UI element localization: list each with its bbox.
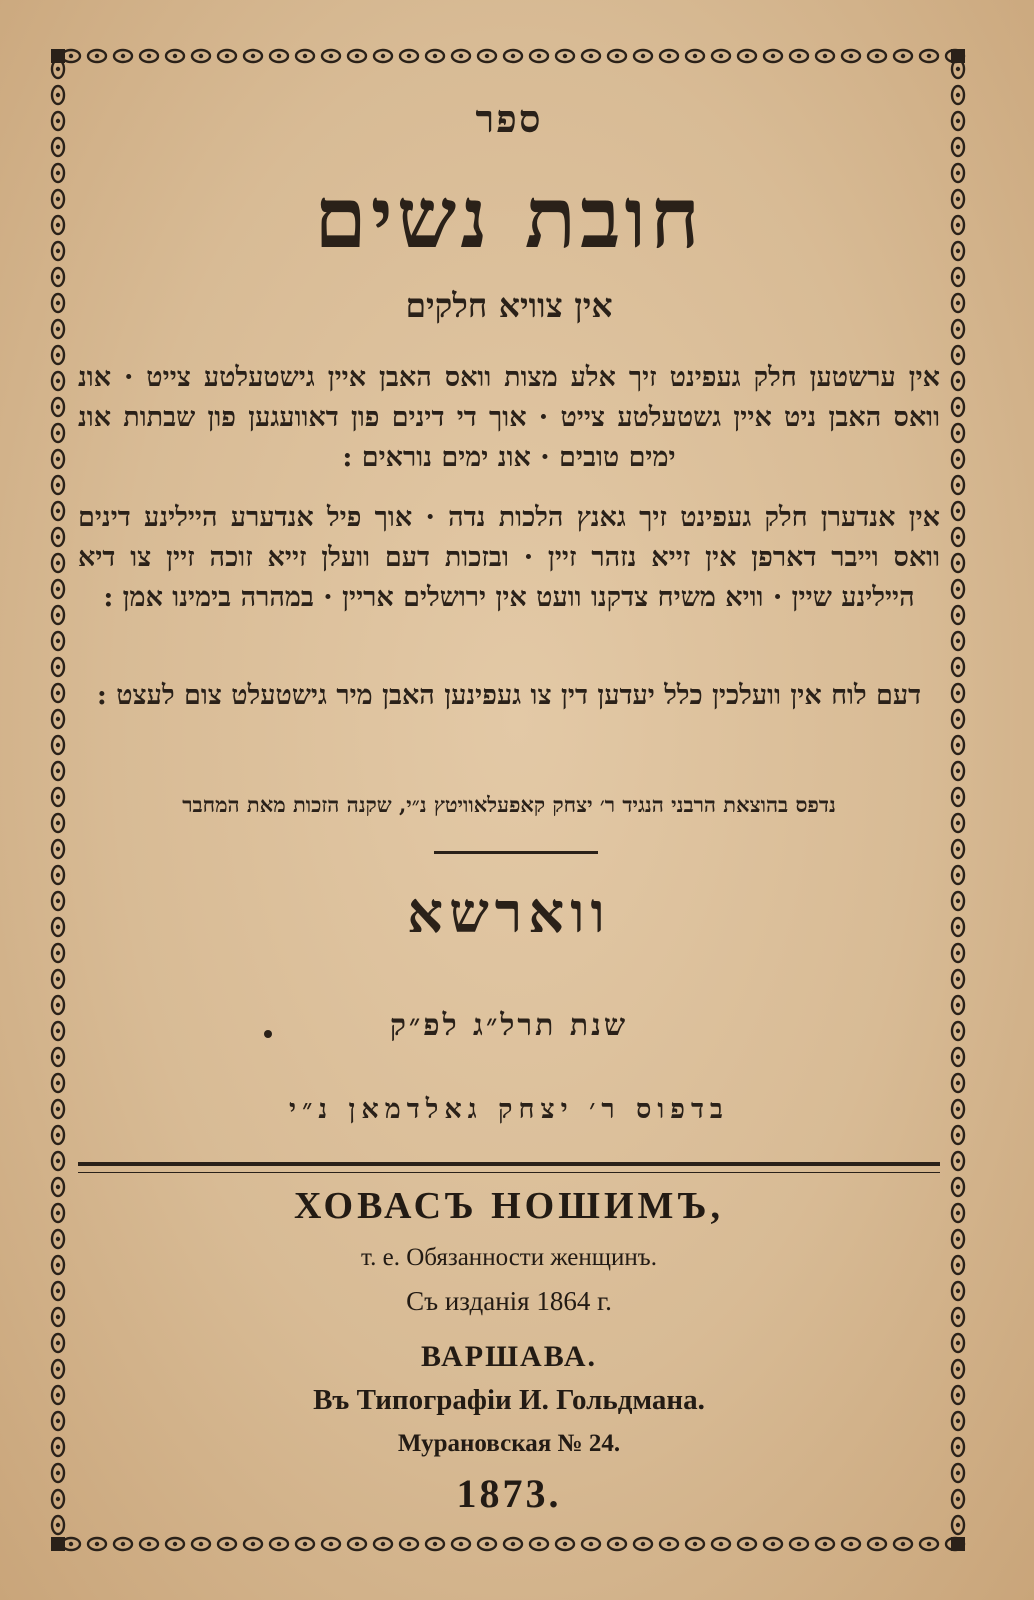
russian-city: ВАРШАВА. — [420, 1340, 597, 1373]
description-part-one: אין ערשטען חלק געפינט זיך אלע מצות וואס האבן איין גישטעלטע צייט · אונ וואס האבן ניט איין גשטעלטע צייט · אוך די דינים פון דאוועגען פון שבתות אונ ימים טובים · אונ ימים נוראים : — [78, 362, 940, 473]
description-part-two: אין אנדערן חלק געפינט זיך גאנץ הלכות נדה · אוך פיל אנדערע היילינע דינים וואס וייבר דארפן אין זייא נזהר זיין · ובזכות דעם וועלן זייא זוכה זיין צו דיא היילינע שיין · וויא משיח צדקנו וועט אין ירושלים אריין · במהרה בימינו אמן : — [78, 502, 940, 613]
divider-thick — [78, 1162, 940, 1166]
ink-dot — [264, 1030, 272, 1038]
divider-short — [434, 851, 598, 854]
printer-hebrew: בדפוס ר׳ יצחק גאלדמאן נ״י — [289, 1094, 729, 1125]
russian-address: Мурановская № 24. — [397, 1430, 621, 1457]
city-hebrew: ווארשא — [407, 880, 611, 946]
book-title: חובת נשים — [314, 168, 704, 267]
russian-year: 1873. — [456, 1471, 562, 1516]
year-hebrew: שנת תרל״ג לפ״ק — [389, 1008, 629, 1043]
divider-thin — [78, 1172, 940, 1173]
publisher-note: נדפס בהוצאת הרבני הנגיד ר׳ יצחק קאפעלאוויטץ נ״י, שקנה הזכות מאת המחבר — [182, 792, 836, 817]
russian-meaning: т. е. Обязанности женщинъ. — [361, 1244, 657, 1271]
sefer-label: ספר — [475, 96, 543, 141]
russian-edition: Съ изданія 1864 г. — [406, 1286, 612, 1316]
page-content — [78, 78, 940, 1528]
russian-title: ХОВАСЪ НОШИМЪ, — [294, 1185, 724, 1227]
description-index: דעם לוח אין וועלכין כלל יעדען דין צו געפינען האבן מיר גישטעלט צום לעצט : — [96, 680, 922, 711]
book-subtitle: אין צוויא חלקים — [405, 286, 613, 325]
russian-printer: Въ Типографіи И. Гольдмана. — [313, 1384, 705, 1416]
